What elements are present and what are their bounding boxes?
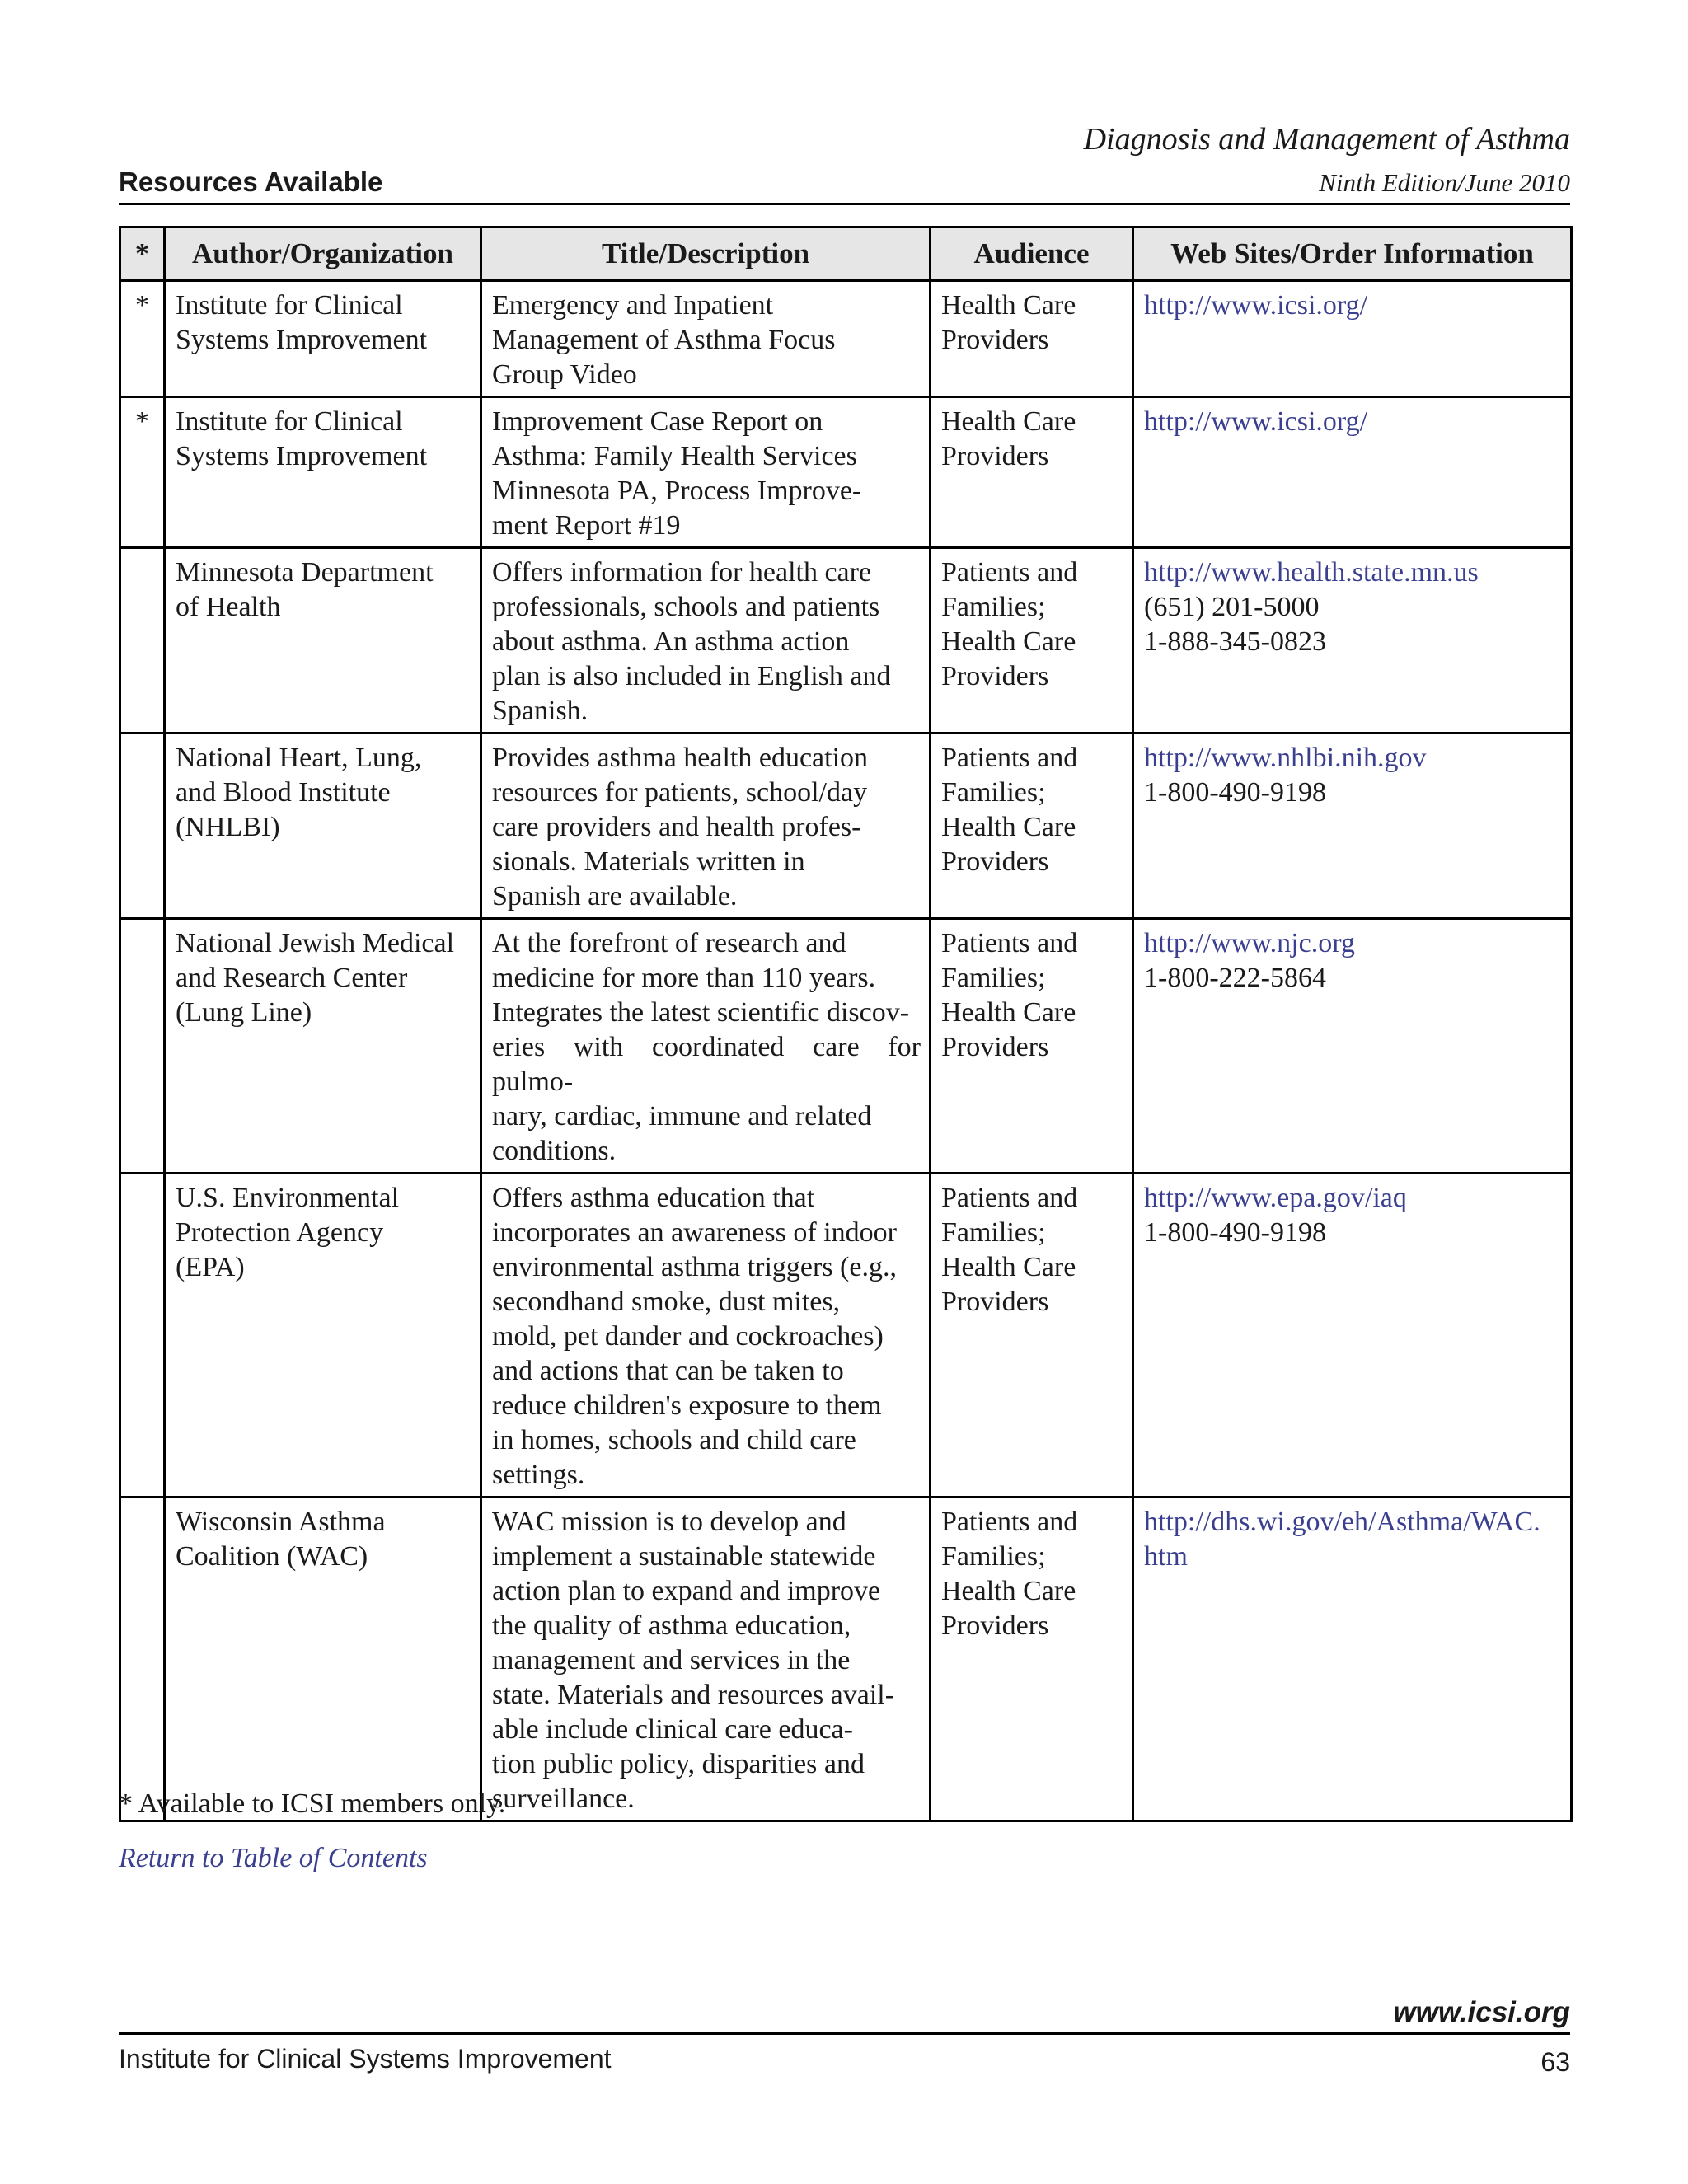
audience-cell-line: Providers <box>941 661 1049 691</box>
author-cell-line: U.S. Environmental <box>176 1183 400 1213</box>
member-only-marker: * <box>120 281 165 397</box>
audience-cell-line: Families; <box>941 592 1046 622</box>
author-cell-line: Systems Improvement <box>176 325 428 355</box>
column-header-audience: Audience <box>931 227 1133 281</box>
page-number: 63 <box>1540 2047 1570 2077</box>
phone-number: 1-800-222-5864 <box>1144 963 1326 993</box>
footer-organization: Institute for Clinical Systems Improvement <box>119 2044 612 2074</box>
author-cell-line: and Blood Institute <box>176 777 391 808</box>
description-cell-line: state. Materials and resources avail- <box>492 1680 895 1710</box>
audience-cell <box>931 733 1133 919</box>
footer-website[interactable]: www.icsi.org <box>1393 1996 1570 2028</box>
author-cell-line: Minnesota Department <box>176 557 434 588</box>
description-cell-line: plan is also included in English and <box>492 661 891 691</box>
audience-cell-line: Health Care <box>941 997 1076 1028</box>
author-cell-line: National Heart, Lung, <box>176 743 422 773</box>
author-cell-line: Wisconsin Asthma <box>176 1507 386 1537</box>
description-cell-line: Spanish. <box>492 696 588 726</box>
web-info-cell <box>1133 548 1572 733</box>
description-cell-line: Spanish are available. <box>492 881 738 912</box>
description-cell <box>481 397 931 548</box>
description-cell-line: nary, cardiac, immune and related <box>492 1101 872 1132</box>
table-row <box>120 548 1572 733</box>
description-cell-line: mold, pet dander and cockroaches) <box>492 1321 884 1352</box>
website-link-continued[interactable]: htm <box>1144 1541 1188 1572</box>
web-info-cell <box>1133 919 1572 1174</box>
description-cell-line: about asthma. An asthma action <box>492 626 850 657</box>
table-body <box>120 281 1572 1821</box>
website-link[interactable]: http://www.njc.org <box>1144 928 1355 958</box>
website-link[interactable]: http://www.epa.gov/iaq <box>1144 1183 1407 1213</box>
column-header-star: * <box>120 227 165 281</box>
audience-cell <box>931 397 1133 548</box>
description-cell-line: WAC mission is to develop and <box>492 1507 846 1537</box>
description-cell <box>481 919 931 1174</box>
member-only-marker <box>120 1497 165 1821</box>
table-row <box>120 733 1572 919</box>
audience-cell <box>931 1174 1133 1497</box>
audience-cell-line: Patients and <box>941 1183 1078 1213</box>
website-link[interactable]: http://www.nhlbi.nih.gov <box>1144 743 1427 773</box>
audience-cell-line: Providers <box>941 325 1049 355</box>
phone-number: 1-800-490-9198 <box>1144 1217 1326 1248</box>
table-row <box>120 919 1572 1174</box>
audience-cell-line: Families; <box>941 777 1046 808</box>
audience-cell-line: Health Care <box>941 406 1076 437</box>
description-cell-line: reduce children's exposure to them <box>492 1390 882 1421</box>
member-only-marker <box>120 733 165 919</box>
author-cell <box>165 548 481 733</box>
author-cell-line: Systems Improvement <box>176 441 428 471</box>
web-info-cell <box>1133 397 1572 548</box>
audience-cell-line: Providers <box>941 1032 1049 1062</box>
section-title: Resources Available <box>119 166 383 197</box>
column-header-title: Title/Description <box>481 227 931 281</box>
description-cell-line: implement a sustainable statewide <box>492 1541 876 1572</box>
document-title: Diagnosis and Management of Asthma <box>1083 122 1570 157</box>
description-cell-line: secondhand smoke, dust mites, <box>492 1286 841 1317</box>
description-cell-line: incorporates an awareness of indoor <box>492 1217 897 1248</box>
author-cell <box>165 397 481 548</box>
audience-cell-line: Providers <box>941 846 1049 877</box>
author-cell <box>165 733 481 919</box>
return-to-toc-link[interactable]: Return to Table of Contents <box>119 1843 428 1873</box>
member-only-marker: * <box>120 397 165 548</box>
author-cell-line: of Health <box>176 592 281 622</box>
audience-cell-line: Families; <box>941 963 1046 993</box>
author-cell-line: (NHLBI) <box>176 812 280 842</box>
audience-cell-line: Health Care <box>941 1576 1076 1606</box>
author-cell-line: Institute for Clinical <box>176 406 403 437</box>
web-info-cell <box>1133 1174 1572 1497</box>
description-cell-line: medicine for more than 110 years. <box>492 963 876 993</box>
resources-table <box>119 226 1573 1822</box>
description-cell-line: surveillance. <box>492 1783 635 1814</box>
description-cell-line: Emergency and Inpatient <box>492 290 774 321</box>
table-header-row <box>120 227 1572 281</box>
column-header-author: Author/Organization <box>165 227 481 281</box>
description-cell-line: and actions that can be taken to <box>492 1356 844 1386</box>
description-cell-line: tion public policy, disparities and <box>492 1749 865 1779</box>
audience-cell <box>931 1497 1133 1821</box>
audience-cell-line: Health Care <box>941 290 1076 321</box>
audience-cell-line: Health Care <box>941 812 1076 842</box>
description-cell-line: conditions. <box>492 1136 617 1166</box>
phone-number: 1-888-345-0823 <box>1144 626 1326 657</box>
description-cell-line: able include clinical care educa- <box>492 1714 853 1745</box>
footnote: * Available to ICSI members only. <box>119 1788 506 1819</box>
audience-cell-line: Providers <box>941 1286 1049 1317</box>
description-cell-line: action plan to expand and improve <box>492 1576 881 1606</box>
description-cell-line: Asthma: Family Health Services <box>492 441 857 471</box>
table-row <box>120 1174 1572 1497</box>
audience-cell-line: Patients and <box>941 743 1078 773</box>
member-only-marker <box>120 919 165 1174</box>
description-cell-line: At the forefront of research and <box>492 928 846 958</box>
description-cell-line: Improvement Case Report on <box>492 406 823 437</box>
audience-cell <box>931 281 1133 397</box>
audience-cell-line: Patients and <box>941 557 1078 588</box>
author-cell <box>165 1497 481 1821</box>
web-info-cell <box>1133 281 1572 397</box>
author-cell <box>165 281 481 397</box>
website-link[interactable]: http://dhs.wi.gov/eh/Asthma/WAC. <box>1144 1507 1540 1537</box>
author-cell <box>165 1174 481 1497</box>
description-cell-line: resources for patients, school/day <box>492 777 868 808</box>
audience-cell <box>931 919 1133 1174</box>
footer-rule <box>119 2032 1570 2035</box>
description-cell <box>481 1174 931 1497</box>
web-info-cell <box>1133 733 1572 919</box>
audience-cell-line: Patients and <box>941 1507 1078 1537</box>
author-cell-line: Coalition (WAC) <box>176 1541 368 1572</box>
description-cell-line: professionals, schools and patients <box>492 592 880 622</box>
audience-cell-line: Patients and <box>941 928 1078 958</box>
audience-cell-line: Families; <box>941 1217 1046 1248</box>
description-cell-line: Group Video <box>492 359 637 390</box>
author-cell-line: (Lung Line) <box>176 997 312 1028</box>
description-cell-line: Minnesota PA, Process Improve- <box>492 476 862 506</box>
table-row <box>120 397 1572 548</box>
description-cell-line: the quality of asthma education, <box>492 1610 851 1641</box>
description-cell-line: in homes, schools and child care <box>492 1425 856 1455</box>
website-link[interactable]: http://www.icsi.org/ <box>1144 406 1368 437</box>
description-cell <box>481 1497 931 1821</box>
description-cell-line: Integrates the latest scientific discov- <box>492 997 910 1028</box>
description-cell-line: ment Report #19 <box>492 510 681 541</box>
description-cell-line: settings. <box>492 1460 585 1490</box>
author-cell-line: and Research Center <box>176 963 408 993</box>
header-rule <box>119 203 1570 205</box>
audience-cell-line: Health Care <box>941 626 1076 657</box>
audience-cell-line: Families; <box>941 1541 1046 1572</box>
description-cell-line: care providers and health profes- <box>492 812 861 842</box>
description-cell-line: Offers information for health care <box>492 557 872 588</box>
audience-cell-line: Providers <box>941 1610 1049 1641</box>
description-cell-line: Offers asthma education that <box>492 1183 815 1213</box>
document-edition: Ninth Edition/June 2010 <box>1319 168 1570 197</box>
description-cell-line: Provides asthma health education <box>492 743 869 773</box>
author-cell-line: National Jewish Medical <box>176 928 455 958</box>
table-row <box>120 1497 1572 1821</box>
author-cell-line: Protection Agency <box>176 1217 384 1248</box>
description-cell-line: sionals. Materials written in <box>492 846 805 877</box>
audience-cell-line: Health Care <box>941 1252 1076 1282</box>
website-link[interactable]: http://www.health.state.mn.us <box>1144 557 1479 588</box>
website-link[interactable]: http://www.icsi.org/ <box>1144 290 1368 321</box>
author-cell-line: Institute for Clinical <box>176 290 403 321</box>
author-cell-line: (EPA) <box>176 1252 245 1282</box>
member-only-marker <box>120 1174 165 1497</box>
table-row <box>120 281 1572 397</box>
description-cell <box>481 281 931 397</box>
description-cell <box>481 548 931 733</box>
audience-cell-line: Providers <box>941 441 1049 471</box>
description-cell-line: eries with coordinated care for pulmo- <box>492 1032 921 1097</box>
description-cell-line: environmental asthma triggers (e.g., <box>492 1252 897 1282</box>
web-info-cell <box>1133 1497 1572 1821</box>
member-only-marker <box>120 548 165 733</box>
column-header-web: Web Sites/Order Information <box>1133 227 1572 281</box>
description-cell-line: Management of Asthma Focus <box>492 325 836 355</box>
phone-number: (651) 201-5000 <box>1144 592 1320 622</box>
description-cell <box>481 733 931 919</box>
audience-cell <box>931 548 1133 733</box>
phone-number: 1-800-490-9198 <box>1144 777 1326 808</box>
description-cell-line: management and services in the <box>492 1645 851 1675</box>
author-cell <box>165 919 481 1174</box>
